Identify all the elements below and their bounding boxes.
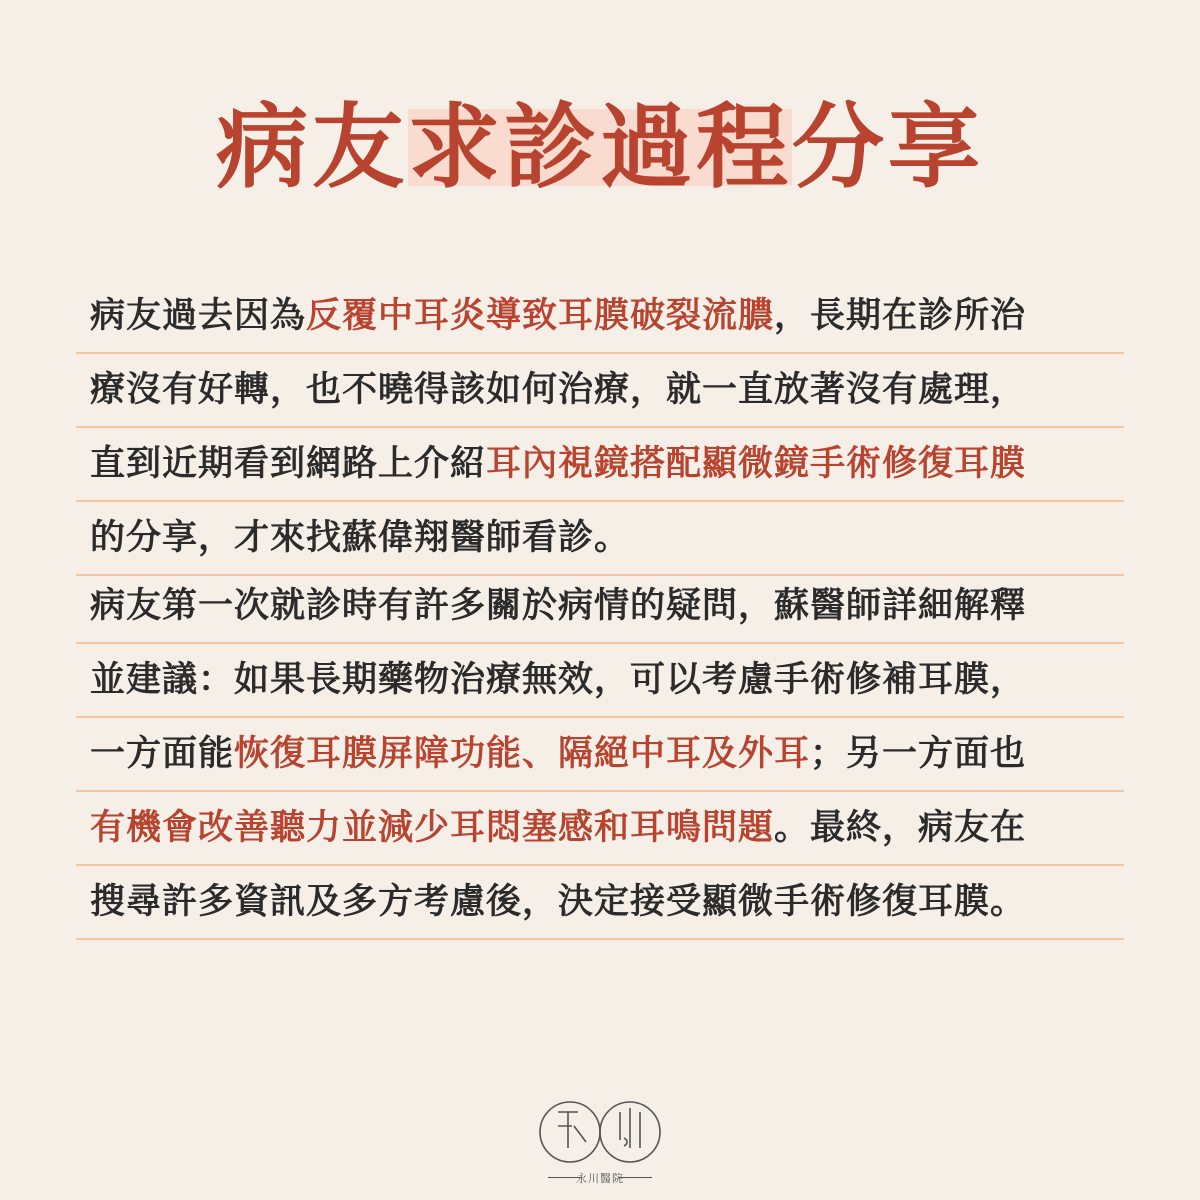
highlight-text: 耳內視鏡搭配顯微鏡手術修復耳膜: [486, 444, 1027, 484]
text-span: ；另一方面也: [810, 734, 1027, 774]
paragraph-line: [76, 718, 1124, 792]
logo-name: 永川醫院: [576, 1172, 624, 1185]
text-span: ，長期在診所治: [774, 296, 1027, 336]
title-highlight: 求診過程: [407, 94, 792, 201]
text-span: 療沒有好轉，也不曉得該如何治療，就一直放著沒有處理，: [90, 370, 1027, 410]
text-span: 搜尋許多資訊及多方考慮後，決定接受顯微手術修復耳膜。: [90, 882, 1027, 922]
paragraph-line: [76, 644, 1124, 718]
paragraph-2: [76, 570, 1124, 940]
highlight-text: 反覆中耳炎導致耳膜破裂流膿: [306, 296, 775, 336]
paragraph-line: [76, 354, 1124, 428]
text-span: 病友第一次就診時有許多關於病情的疑問，蘇醫師詳細解釋: [90, 586, 1027, 626]
highlight-text: 恢復耳膜屏障功能、隔絕中耳及外耳: [234, 734, 811, 774]
paragraph-line: [76, 866, 1124, 940]
text-span: 直到近期看到網路上介紹: [90, 444, 487, 484]
title-part3: 分享: [792, 94, 985, 201]
text-span: 。最終，病友在: [774, 808, 1027, 848]
paragraph-1: [76, 280, 1124, 576]
text-span: 病友過去因為: [90, 296, 307, 336]
text-span: 並建議：如果長期藥物治療無效，可以考慮手術修補耳膜，: [90, 660, 1027, 700]
text-span: 的分享，才來找蘇偉翔醫師看診。: [90, 518, 631, 558]
paragraph-line: [76, 428, 1124, 502]
title-part1: 病友: [215, 94, 408, 201]
page-title: [0, 88, 1200, 208]
paragraph-line: [76, 502, 1124, 576]
paragraph-line: [76, 792, 1124, 866]
paragraph-line: [76, 280, 1124, 354]
paragraph-line: [76, 570, 1124, 644]
highlight-text: 有機會改善聽力並減少耳悶塞感和耳鳴問題: [90, 808, 775, 848]
text-span: 一方面能: [90, 734, 235, 774]
